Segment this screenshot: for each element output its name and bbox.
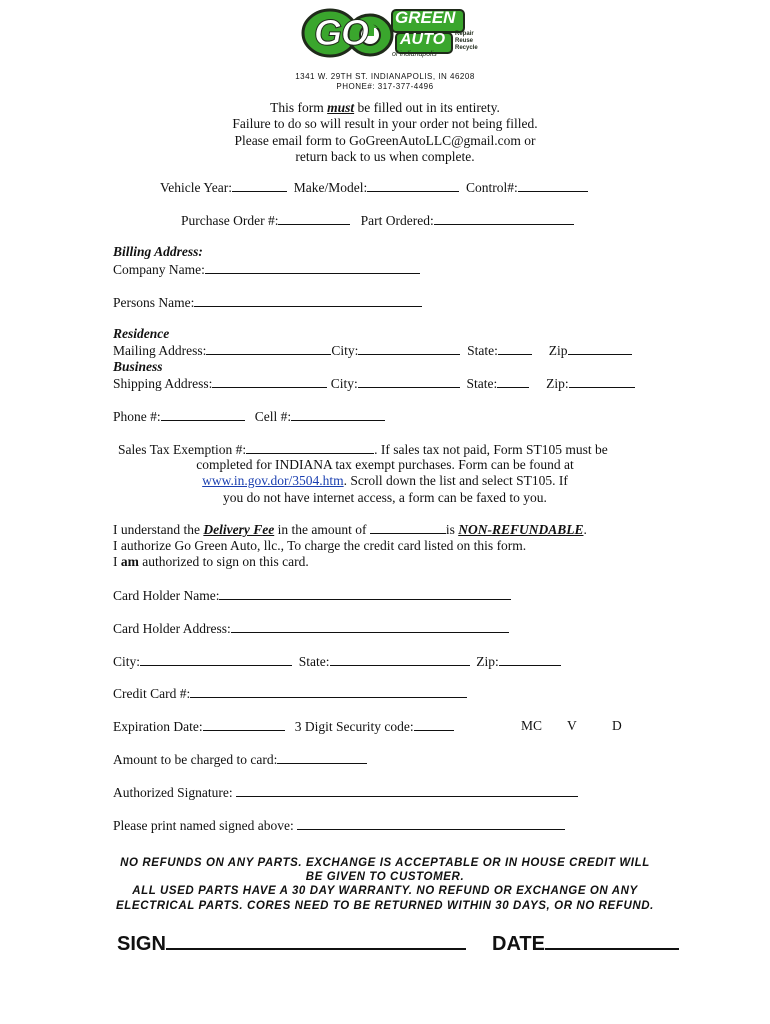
print-name-field[interactable] [297,817,565,830]
shipping-city-label: City: [330,376,358,391]
sign-row [117,930,466,956]
part-ordered-field[interactable] [434,212,574,225]
delivery-text-c: is [445,522,459,537]
card-state-field[interactable] [330,653,470,666]
shipping-zip-label: Zip: [546,376,569,391]
notice-line-3: ALL USED PARTS HAVE A 30 DAY WARRANTY. NO REFUND OR EXCHANGE ON ANY [132,885,638,897]
card-type-mc[interactable]: MC [521,718,543,733]
expiration-field[interactable] [203,718,285,731]
notice-line-4: ELECTRICAL PARTS. CORES NEED TO BE RETURNED WITHIN 30 DAYS, OR NO REFUND. [116,900,654,912]
tax-exemption-field[interactable] [246,441,374,454]
control-field[interactable] [518,179,588,192]
tax-text-1: . If sales tax not paid, Form ST105 must be [374,442,608,457]
header-address: 1341 W. 29TH ST. INDIANAPOLIS, IN 46208 [295,72,475,81]
print-name-row [113,817,565,834]
logo-green-text: GREEN [395,8,456,27]
tax-text-3: . Scroll down the list and select ST105. If [343,473,568,488]
mailing-zip-field[interactable] [568,342,632,355]
po-row [181,212,574,229]
persons-field[interactable] [194,294,422,307]
phone-row [113,408,385,425]
delivery-line-3 [113,554,309,570]
card-address-row [113,620,509,637]
mailing-city-field[interactable] [358,342,460,355]
mailing-field[interactable] [206,342,331,355]
logo-auto-text: AUTO [400,31,446,48]
logo-tag-repair: Repair [455,31,474,37]
mailing-state-label: State: [467,343,498,358]
intro-text-b: be filled out in its entirety. [354,100,500,115]
date-field[interactable] [545,930,679,950]
sign-field[interactable] [166,930,466,950]
mailing-row [113,342,632,359]
delivery-line-1 [113,521,587,538]
mailing-label: Mailing Address: [113,343,207,358]
shipping-state-field[interactable] [497,375,529,388]
card-holder-label: Card Holder Name: [113,588,220,603]
residence-heading: Residence [113,326,170,341]
amount-row [113,751,367,768]
card-zip-field[interactable] [499,653,561,666]
delivery-text-f: authorized to sign on this card. [138,554,309,569]
tax-line-2: completed for INDIANA tax exempt purchases. Form can be found at [196,457,574,472]
intro-text-a: This form [270,100,328,115]
persons-label: Persons Name: [113,295,195,310]
expiration-label: Expiration Date: [113,719,203,734]
logo-go-text: GO [314,12,369,53]
cell-label: Cell #: [254,409,292,424]
vehicle-row [160,179,588,196]
card-city-field[interactable] [140,653,292,666]
tax-line-3 [0,473,770,489]
po-field[interactable] [278,212,350,225]
shipping-city-field[interactable] [358,375,460,388]
make-model-label: Make/Model: [293,180,368,195]
tax-form-link[interactable]: www.in.gov.dor/3504.htm [202,473,344,488]
logo-tag-reuse: Reuse [455,38,474,44]
delivery-fee: Delivery Fee [203,522,275,537]
company-field[interactable] [205,261,420,274]
intro-must: must [327,100,355,115]
notice-line-2: BE GIVEN TO CUSTOMER. [305,871,465,883]
persons-row [113,294,422,311]
security-code-label: 3 Digit Security code: [294,719,414,734]
tax-line-1 [118,441,608,458]
delivery-am: am [120,554,139,569]
signature-label: Authorized Signature: [113,785,236,800]
card-number-row [113,685,467,702]
card-holder-field[interactable] [219,587,511,600]
delivery-text-a: I understand the [113,522,204,537]
card-address-field[interactable] [231,620,509,633]
card-number-field[interactable] [190,685,467,698]
delivery-amount-field[interactable] [370,521,446,534]
print-name-label: Please print named signed above: [113,818,298,833]
card-city-row [113,653,561,670]
date-label: DATE [492,933,545,955]
mailing-zip-label: Zip [548,343,568,358]
po-label: Purchase Order #: [181,213,279,228]
tax-line-4: you do not have internet access, a form can be faxed to you. [223,490,547,505]
card-address-label: Card Holder Address: [113,621,231,636]
tax-label: Sales Tax Exemption #: [118,442,247,457]
card-number-label: Credit Card #: [113,686,191,701]
logo-city-text: of indianapolis [392,51,437,58]
delivery-text-b: in the amount of [274,522,370,537]
delivery-text-e: I [113,554,121,569]
phone-label: Phone #: [113,409,161,424]
header-phone: PHONE#: 317-377-4496 [336,82,434,91]
card-type-d[interactable]: D [612,718,622,733]
card-city-label: City: [113,654,141,669]
vehicle-year-field[interactable] [232,179,287,192]
company-label: Company Name: [113,262,205,277]
security-code-field[interactable] [414,718,454,731]
shipping-field[interactable] [212,375,327,388]
make-model-field[interactable] [367,179,459,192]
intro-line-3: Please email form to GoGreenAutoLLC@gmail.com or [234,133,536,148]
intro-line-2: Failure to do so will result in your order not being filled. [232,116,538,131]
vehicle-year-label: Vehicle Year: [160,180,232,195]
control-label: Control#: [465,180,518,195]
card-holder-row [113,587,511,604]
date-row [492,930,679,956]
mailing-city-label: City: [331,343,359,358]
company-row [113,261,420,278]
billing-heading: Billing Address: [113,244,203,259]
cell-field[interactable] [291,408,385,421]
shipping-row [113,375,635,392]
part-ordered-label: Part Ordered: [360,213,434,228]
logo-tag-recycle: Recycle [455,45,478,51]
business-heading: Business [113,359,163,374]
phone-field[interactable] [161,408,245,421]
card-state-label: State: [298,654,330,669]
amount-field[interactable] [277,751,367,764]
sign-label: SIGN [117,933,166,955]
non-refundable-text: NON-REFUNDABLE [458,522,584,537]
notice-line-1: NO REFUNDS ON ANY PARTS. EXCHANGE IS ACCEPTABLE OR IN HOUSE CREDIT WILL [120,857,650,869]
mailing-state-field[interactable] [498,342,532,355]
shipping-state-label: State: [466,376,498,391]
card-type-v[interactable]: V [567,718,577,733]
card-zip-label: Zip: [476,654,499,669]
intro-line-1 [0,100,770,116]
shipping-zip-field[interactable] [569,375,635,388]
intro-line-4: return back to us when complete. [295,149,475,164]
amount-label: Amount to be charged to card: [113,752,278,767]
shipping-label: Shipping Address: [113,376,213,391]
signature-field[interactable] [236,784,578,797]
card-expiration-row [113,718,454,735]
delivery-text-d: . [583,522,587,537]
delivery-line-2: I authorize Go Green Auto, llc., To charge the credit card listed on this form. [113,538,527,553]
signature-row [113,784,578,801]
